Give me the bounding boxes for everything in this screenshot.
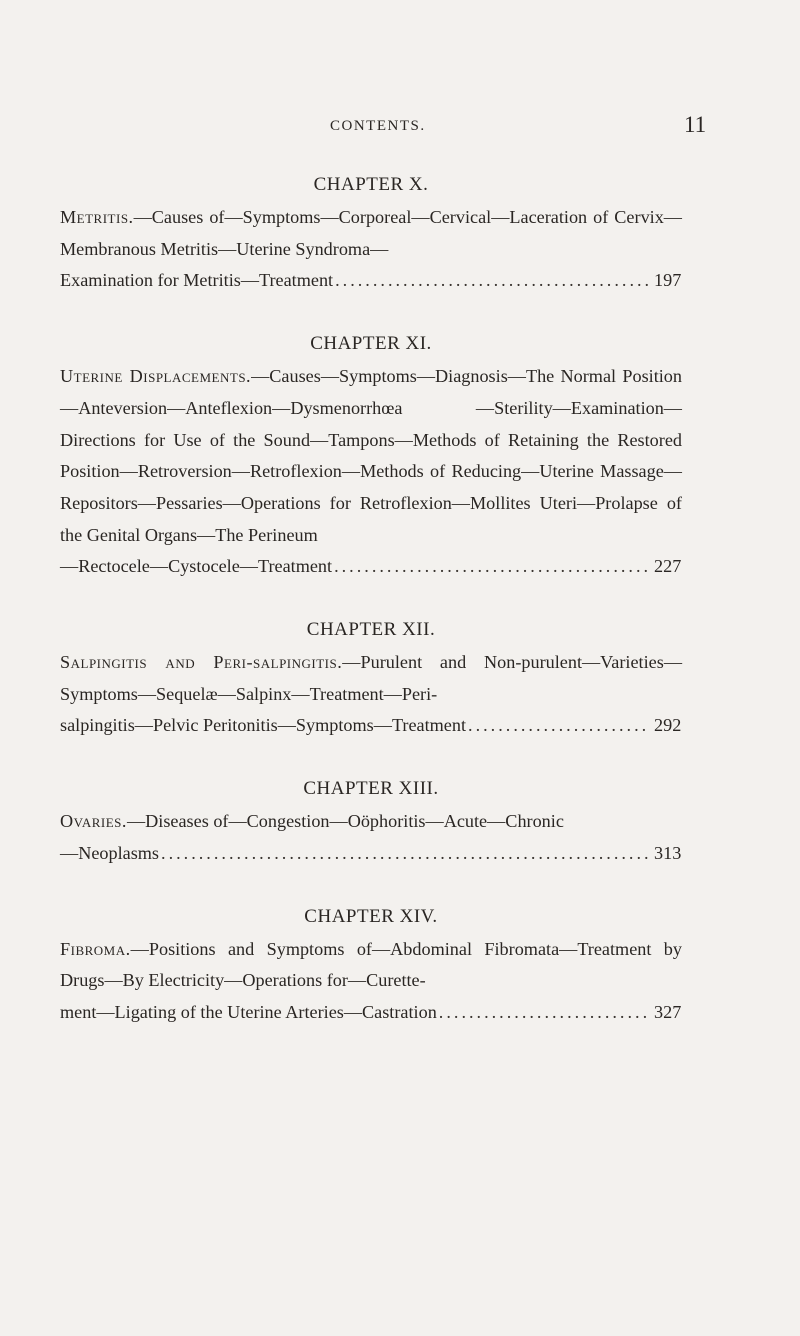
dot-leader [334,551,648,583]
table-of-contents [60,168,682,1059]
entry-topic: Ovaries. [60,811,127,832]
entry-text-end: ment—Ligating of the Uterine Arteries—Castration [60,1001,437,1022]
entry-text: —Positions and Symptoms of—Abdominal Fibromata—Treatment by Drugs—By Electricity—Operations for—Curette- [60,938,682,991]
contents-entry [60,361,682,583]
entry-last-line [60,838,682,870]
entry-last-line [60,997,682,1029]
contents-entry [60,806,682,869]
entry-page-number: 292 [654,715,682,736]
entry-topic: Fibroma. [60,938,131,959]
chapter-heading: CHAPTER X. [313,174,429,195]
entry-topic: Uterine Displacements. [60,366,252,387]
entry-page-number: 327 [654,1001,682,1022]
entry-text-end: —Rectocele—Cystocele—Treatment [60,556,333,577]
entry-last-line [60,710,682,742]
entry-text: —Causes of—Symptoms—Corporeal—Cervical—Laceration of Cervix—Membranous Metritis—Uterine Syndroma— [60,207,682,259]
entry-last-line [60,265,682,297]
running-title: CONTENTS. [330,118,426,134]
page-header [0,112,800,142]
dot-leader [439,997,648,1029]
entry-page-number: 313 [654,842,682,863]
chapter-xiii [60,772,682,869]
chapter-x [60,168,682,297]
entry-text: —Causes—Symptoms—Diagnosis—The Normal Position—Anteversion—Anteflexion—Dysmenorrhœa —Sterility—Examination—Directions for Use of the Sound—Tampons—Methods of Retaining the Restored Position—Retroversion—Retroflexion—Methods of Reducing—Uterine Massage—Repositors—Pessaries—Operations for Retroflexion—Mollites Uteri—Prolapse of the Genital Organs—The Perineum [60,366,682,545]
chapter-heading: CHAPTER XI. [310,333,432,355]
contents-entry [60,202,682,297]
chapter-xiv [60,900,682,1029]
entry-page-number: 197 [654,270,682,291]
entry-page-number: 227 [654,556,682,577]
chapter-heading: CHAPTER XIV. [304,905,438,927]
chapter-xii [60,613,682,742]
entry-topic: Salpingitis and Peri-salpingitis. [60,652,343,673]
entry-text-end: Examination for Metritis—Treatment [60,270,334,291]
dot-leader [335,265,648,297]
page-number: 11 [684,112,707,137]
chapter-heading: CHAPTER XIII. [303,778,439,800]
dot-leader [468,710,648,742]
dot-leader [161,838,648,870]
chapter-heading: CHAPTER XII. [306,619,436,641]
entry-last-line [60,551,682,583]
entry-text-end: —Neoplasms [60,842,160,863]
entry-text-end: salpingitis—Pelvic Peritonitis—Symptoms—Treatment [60,715,467,736]
entry-text: —Purulent and Non-purulent—Varieties—Symptoms—Sequelæ—Salpinx—Treatment—Peri- [60,652,683,704]
entry-text: —Diseases of—Congestion—Oöphoritis—Acute—Chronic [126,811,564,832]
chapter-xi [60,327,682,583]
contents-entry [60,934,682,1029]
entry-topic: Metritis. [60,207,134,227]
contents-entry [60,647,682,742]
